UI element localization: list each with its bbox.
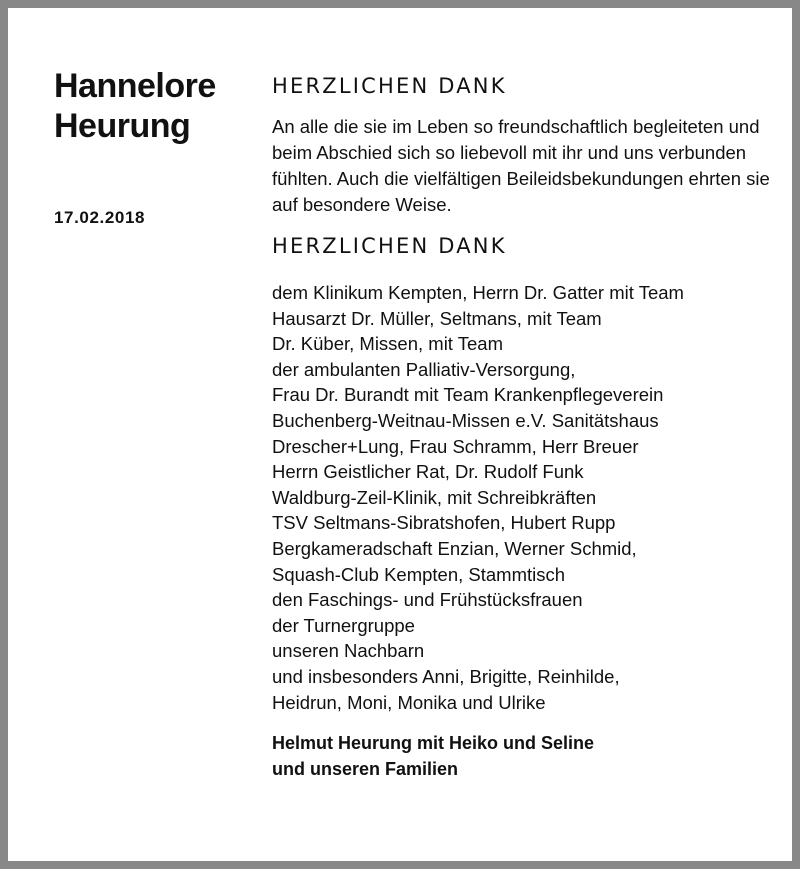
- list-item: unseren Nachbarn: [272, 640, 425, 662]
- obituary-notice: [8, 8, 792, 861]
- section1-heading: HERZLICHEN DANK: [272, 74, 507, 98]
- deceased-first-name: Hannelore: [54, 67, 216, 105]
- death-date: 17.02.2018: [54, 208, 146, 227]
- list-item: den Faschings- und Frühstücksfrauen: [272, 589, 583, 611]
- deceased-name: [54, 66, 254, 146]
- section2-heading: HERZLICHEN DANK: [272, 234, 507, 258]
- list-item: Waldburg-Zeil-Klinik, mit Schreibkräften: [272, 486, 597, 508]
- signature-line-2: und unseren Familien: [272, 759, 459, 780]
- list-item: Buchenberg-Weitnau-Missen e.V. Sanitätshaus: [272, 409, 659, 431]
- list-item: und insbesonders Anni, Brigitte, Reinhilde,: [272, 665, 620, 687]
- list-item: dem Klinikum Kempten, Herrn Dr. Gatter mit Team: [272, 282, 684, 303]
- list-item: Squash-Club Kempten, Stammtisch: [272, 563, 566, 585]
- list-item: Herrn Geistlicher Rat, Dr. Rudolf Funk: [272, 461, 584, 483]
- list-item: Frau Dr. Burandt mit Team Krankenpflegeverein: [272, 384, 664, 406]
- deceased-block: [54, 66, 254, 228]
- signature-line-1: Helmut Heurung mit Heiko und Seline: [272, 733, 595, 754]
- signature: [272, 730, 772, 782]
- section1-text: An alle die sie im Leben so freundschaftlich begleiteten und beim Abschied sich so liebevoll mit ihr und uns verbunden fühlten. Auch die vielfältigen Beileidsbekundungen ehrten sie auf besondere Weise.: [272, 116, 770, 215]
- list-item: Bergkameradschaft Enzian, Werner Schmid,: [272, 537, 637, 559]
- list-item: TSV Seltmans-Sibratshofen, Hubert Rupp: [272, 512, 616, 534]
- deceased-last-name: Heurung: [54, 107, 191, 145]
- list-item: Hausarzt Dr. Müller, Seltmans, mit Team: [272, 307, 602, 329]
- list-item: der ambulanten Palliativ-Versorgung,: [272, 358, 576, 380]
- list-item: Dr. Küber, Missen, mit Team: [272, 333, 503, 355]
- thanks-list: [272, 280, 772, 715]
- thanks-content: [272, 72, 772, 782]
- list-item: Heidrun, Moni, Monika und Ulrike: [272, 691, 546, 713]
- list-item: Drescher+Lung, Frau Schramm, Herr Breuer: [272, 435, 639, 457]
- list-item: der Turnergruppe: [272, 614, 415, 636]
